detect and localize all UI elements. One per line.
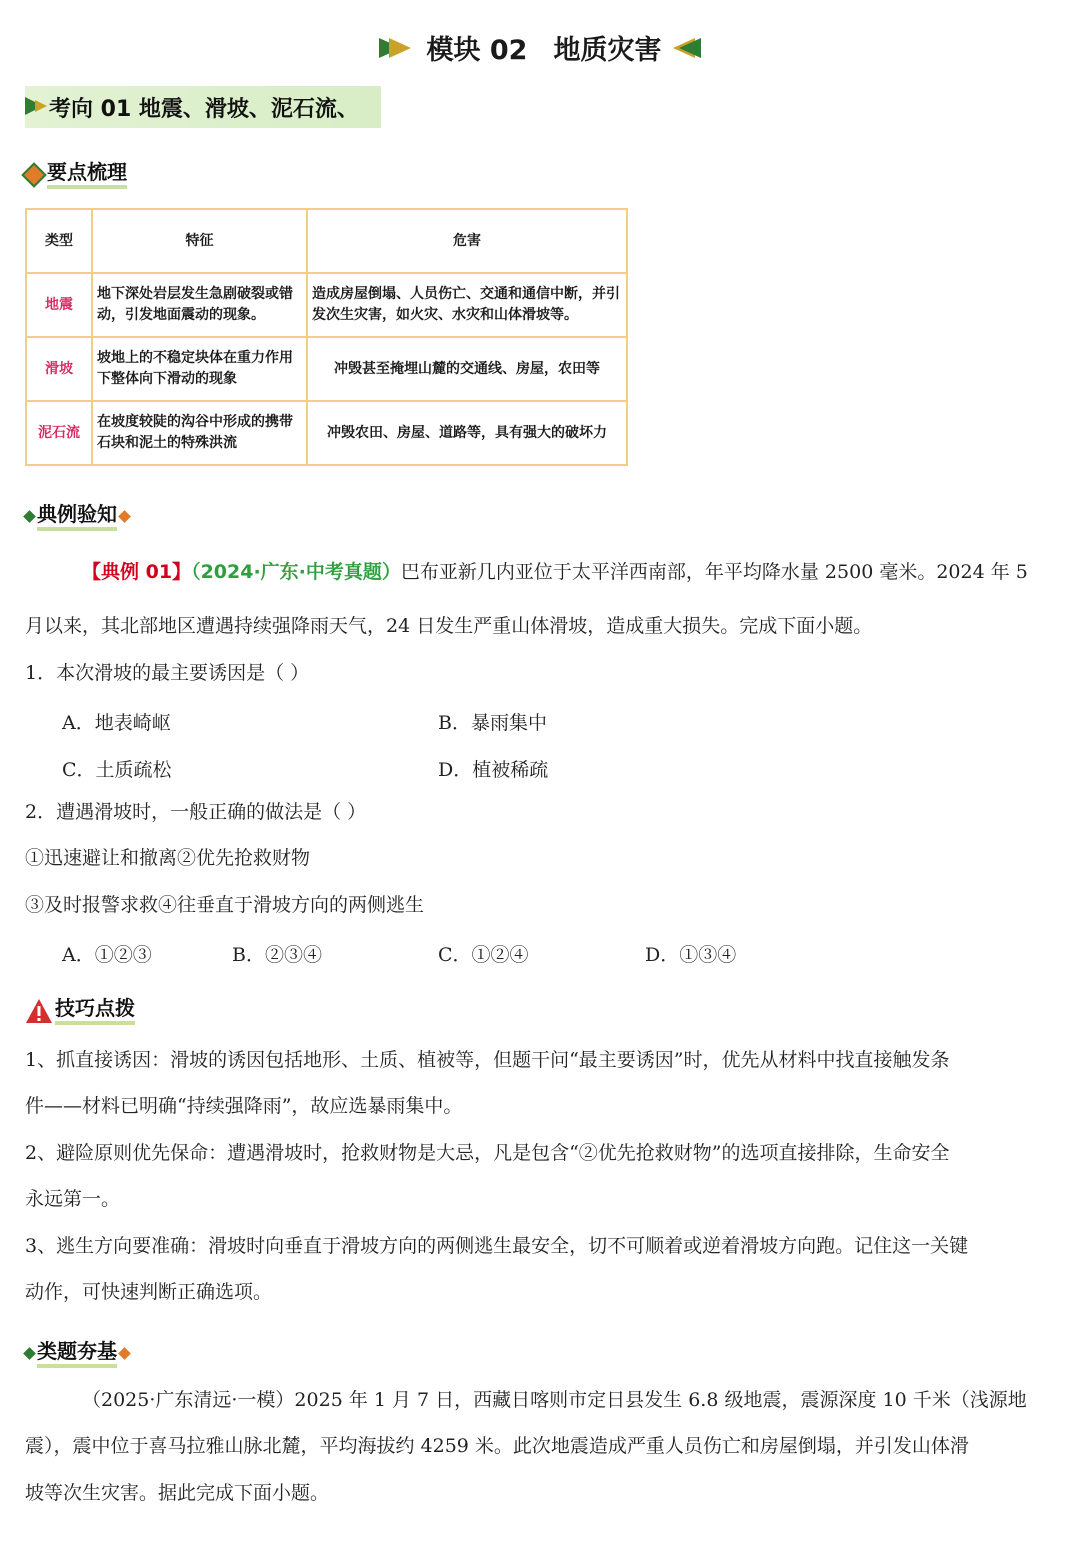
row-feature: 地下深处岩层发生急剧破裂或错动，引发地面震动的现象。 bbox=[92, 273, 307, 337]
table-header-row bbox=[26, 209, 627, 273]
module-number: 模块 02 bbox=[426, 35, 528, 66]
section-label: 考向 01 地震、滑坡、泥石流、 bbox=[49, 97, 359, 122]
diamond-icon bbox=[118, 510, 131, 523]
q1-option-b: B．暴雨集中 bbox=[438, 712, 547, 734]
diamond-icon bbox=[23, 510, 36, 523]
practice-line-2: 震），震中位于喜马拉雅山脉北麓，平均海拔约 4259 米。此次地震造成严重人员伤亡和房屋倒塌，并引发山体滑 bbox=[25, 1435, 969, 1457]
header-feature: 特征 bbox=[92, 209, 307, 273]
tip-1-line-1: 1、抓直接诱因：滑坡的诱因包括地形、土质、植被等，但题干问“最主要诱因”时，优先从材料中找直接触发条 bbox=[25, 1049, 950, 1071]
row-harm: 冲毁农田、房屋、道路等，具有强大的破坏力 bbox=[307, 401, 627, 465]
row-type: 地震 bbox=[26, 273, 92, 337]
row-type: 滑坡 bbox=[26, 337, 92, 401]
q2-option-b: B．②③④ bbox=[232, 944, 322, 966]
tip-3-line-2: 动作，可快速判断正确选项。 bbox=[25, 1281, 273, 1303]
heading-text: 要点梳理 bbox=[47, 160, 127, 189]
heading-text: 典例验知 bbox=[37, 502, 117, 531]
example-text: 巴布亚新几内亚位于太平洋西南部，年平均降水量 2500 毫米。2024 年 5 bbox=[400, 561, 1028, 583]
heading-text: 技巧点拨 bbox=[55, 996, 135, 1025]
q1-option-c: C．土质疏松 bbox=[62, 759, 172, 781]
module-name: 地质灾害 bbox=[553, 35, 662, 66]
table-row bbox=[26, 401, 627, 465]
tip-3-line-1: 3、逃生方向要准确：滑坡时向垂直于滑坡方向的两侧逃生最安全，切不可顺着或逆着滑坡方向跑。记住这一关键 bbox=[25, 1235, 969, 1257]
header-type: 类型 bbox=[26, 209, 92, 273]
row-feature: 坡地上的不稳定块体在重力作用下整体向下滑动的现象 bbox=[92, 337, 307, 401]
row-feature: 在坡度较陡的沟谷中形成的携带石块和泥土的特殊洪流 bbox=[92, 401, 307, 465]
q2-option-c: C．①②④ bbox=[438, 944, 529, 966]
diamond-icon bbox=[23, 1347, 36, 1360]
practice-heading bbox=[25, 1335, 129, 1364]
page-title bbox=[0, 28, 1080, 67]
heading-text: 类题夯基 bbox=[37, 1339, 117, 1368]
table-row bbox=[26, 337, 627, 401]
question-2-statements-1: ①迅速避让和撤离②优先抢救财物 bbox=[25, 847, 311, 869]
example-label: 【典例 01】 bbox=[82, 561, 192, 583]
arrow-right-icon bbox=[389, 38, 411, 58]
tip-2-line-1: 2、避险原则优先保命：遭遇滑坡时，抢救财物是大忌，凡是包含“②优先抢救财物”的选项直接排除，生命安全 bbox=[25, 1142, 950, 1164]
row-harm: 造成房屋倒塌、人员伤亡、交通和通信中断，并引发次生灾害，如火灾、水灾和山体滑坡等。 bbox=[307, 273, 627, 337]
tips-heading bbox=[25, 992, 135, 1024]
question-2-statements-2: ③及时报警求救④往垂直于滑坡方向的两侧逃生 bbox=[25, 894, 425, 916]
practice-line-1: （2025·广东清远·一模）2025 年 1 月 7 日，西藏日喀则市定日县发生 6.8 级地震，震源深度 10 千米（浅源地 bbox=[82, 1389, 1027, 1411]
diamond-icon bbox=[21, 162, 46, 187]
arrow-right-icon bbox=[35, 100, 47, 112]
example-source: （2024·广东·中考真题） bbox=[191, 561, 401, 583]
hazard-table bbox=[25, 208, 628, 466]
header-harm: 危害 bbox=[307, 209, 627, 273]
row-type: 泥石流 bbox=[26, 401, 92, 465]
tip-2-line-2: 永远第一。 bbox=[25, 1188, 121, 1210]
practice-line-3: 坡等次生灾害。据此完成下面小题。 bbox=[25, 1482, 330, 1504]
tip-1-line-2: 件——材料已明确“持续强降雨”，故应选暴雨集中。 bbox=[25, 1095, 463, 1117]
q2-option-a: A．①②③ bbox=[62, 944, 152, 966]
section-banner bbox=[25, 86, 381, 128]
q2-option-d: D．①③④ bbox=[645, 944, 737, 966]
warning-icon bbox=[25, 998, 53, 1024]
table-row bbox=[26, 273, 627, 337]
examples-heading bbox=[25, 498, 129, 527]
example-line-2: 月以来，其北部地区遭遇持续强降雨天气，24 日发生严重山体滑坡，造成重大损失。完成下面小题。 bbox=[25, 615, 873, 637]
q1-option-d: D．植被稀疏 bbox=[438, 759, 549, 781]
arrow-left-icon bbox=[679, 38, 701, 58]
example-line-1 bbox=[82, 549, 1072, 596]
question-1: 1．本次滑坡的最主要诱因是（ ） bbox=[25, 662, 310, 684]
question-2: 2．遭遇滑坡时，一般正确的做法是（ ） bbox=[25, 801, 367, 823]
key-points-heading bbox=[25, 156, 127, 185]
q1-option-a: A．地表崎岖 bbox=[62, 712, 171, 734]
diamond-icon bbox=[118, 1347, 131, 1360]
row-harm: 冲毁甚至掩埋山麓的交通线、房屋，农田等 bbox=[307, 337, 627, 401]
